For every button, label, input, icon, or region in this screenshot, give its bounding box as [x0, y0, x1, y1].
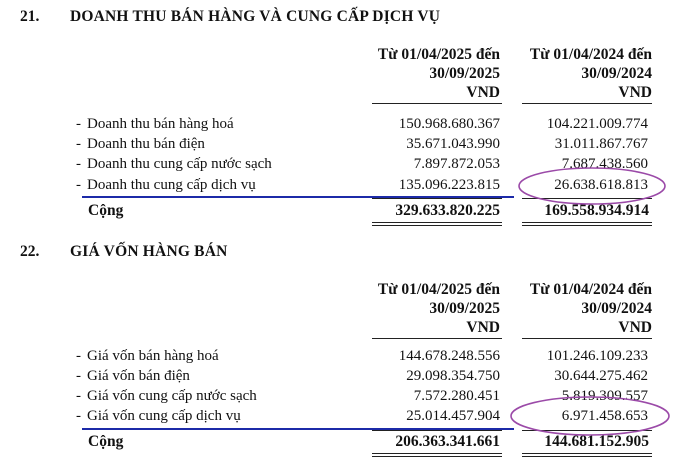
double-rule: [372, 222, 502, 226]
row-value-prior: 26.638.618.813: [554, 177, 648, 193]
section-number: 21.: [20, 8, 40, 25]
total-label: Cộng: [88, 202, 124, 219]
column-header-prior: [512, 280, 652, 337]
total-label: Cộng: [88, 433, 124, 450]
row-value-current: 35.671.043.990: [406, 136, 500, 152]
header-period-end: 30/09/2025: [429, 300, 500, 317]
double-rule: [522, 453, 652, 457]
row-label: Giá vốn bán điện: [87, 368, 190, 384]
row-value-current: 7.572.280.451: [413, 388, 500, 404]
row-value-prior: 31.011.867.767: [554, 136, 648, 152]
row-value-current: 144.678.248.556: [398, 348, 500, 364]
row-value-current: 29.098.354.750: [406, 368, 500, 384]
header-period-start: Từ 01/04/2024 đến: [529, 281, 652, 298]
total-value-current: 329.633.820.225: [395, 202, 500, 219]
header-rule: [522, 338, 652, 339]
section-title: DOANH THU BÁN HÀNG VÀ CUNG CẤP DỊCH VỤ: [70, 8, 441, 25]
header-period-end: 30/09/2025: [429, 65, 500, 82]
row-value-current: 25.014.457.904: [406, 408, 500, 424]
row-value-current: 7.897.872.053: [413, 156, 500, 172]
row-value-prior: 101.246.109.233: [546, 348, 648, 364]
header-period-end: 30/09/2024: [581, 300, 652, 317]
header-rule: [522, 103, 652, 104]
header-period-start: Từ 01/04/2024 đến: [529, 46, 652, 63]
subtotal-rule: [372, 430, 502, 431]
header-period-end: 30/09/2024: [581, 65, 652, 82]
row-value-prior: 6.971.458.653: [561, 408, 648, 424]
row-value-prior: 5.819.309.557: [561, 388, 648, 404]
section-title: GIÁ VỐN HÀNG BÁN: [70, 243, 228, 260]
row-label: Giá vốn cung cấp dịch vụ: [87, 408, 241, 424]
row-label: Doanh thu cung cấp dịch vụ: [87, 177, 256, 193]
row-value-prior: 30.644.275.462: [554, 368, 648, 384]
total-value-prior: 169.558.934.914: [544, 202, 649, 219]
header-rule: [372, 338, 502, 339]
subtotal-rule: [522, 198, 652, 199]
header-period-start: Từ 01/04/2025 đến: [377, 281, 500, 298]
row-label: Doanh thu cung cấp nước sạch: [87, 156, 272, 172]
row-value-prior: 104.221.009.774: [546, 116, 648, 132]
header-rule: [372, 103, 502, 104]
header-unit: VND: [618, 319, 652, 336]
column-header-current: [360, 45, 500, 102]
row-value-current: 150.968.680.367: [398, 116, 500, 132]
row-label: Doanh thu bán hàng hoá: [87, 116, 234, 132]
total-value-prior: 144.681.152.905: [544, 433, 649, 450]
section-number: 22.: [20, 243, 40, 260]
header-unit: VND: [618, 84, 652, 101]
column-header-prior: [512, 45, 652, 102]
row-label: Doanh thu bán điện: [87, 136, 205, 152]
total-value-current: 206.363.341.661: [395, 433, 500, 450]
column-header-current: [360, 280, 500, 337]
subtotal-rule: [522, 430, 652, 431]
row-value-prior: 7.687.438.560: [561, 156, 648, 172]
header-period-start: Từ 01/04/2025 đến: [377, 46, 500, 63]
header-unit: VND: [466, 84, 500, 101]
row-label: Giá vốn cung cấp nước sạch: [87, 388, 257, 404]
row-value-current: 135.096.223.815: [398, 177, 500, 193]
header-unit: VND: [466, 319, 500, 336]
subtotal-rule: [372, 198, 502, 199]
row-label: Giá vốn bán hàng hoá: [87, 348, 219, 364]
double-rule: [372, 453, 502, 457]
double-rule: [522, 222, 652, 226]
